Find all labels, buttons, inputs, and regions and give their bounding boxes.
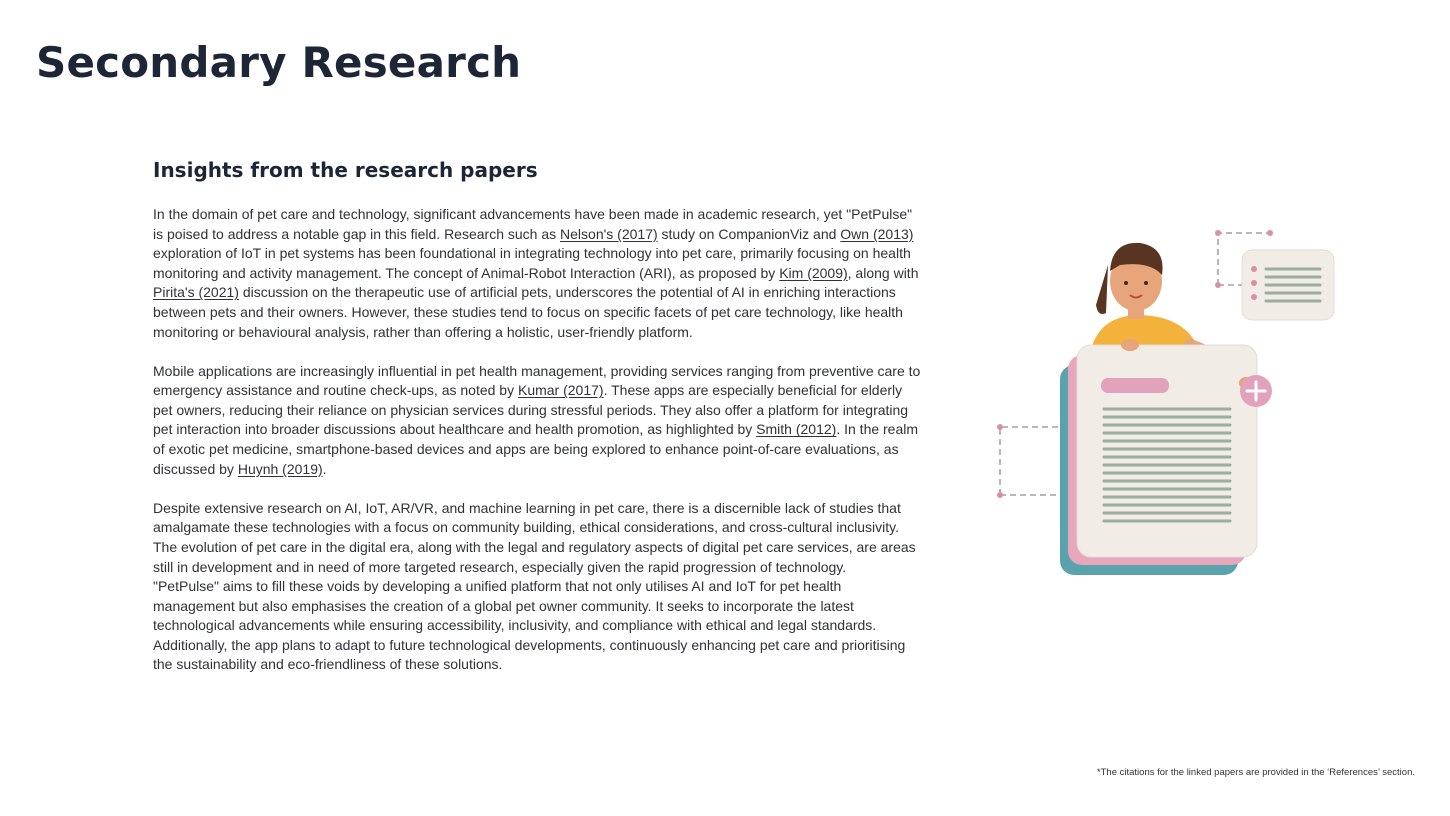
citation-link[interactable]: Pirita's (2021) (153, 284, 239, 301)
research-insights-section (153, 158, 923, 695)
plus-badge-icon (1240, 375, 1272, 407)
paragraph-text: . These apps are especially beneficial for elderly pet owners, reducing their reliance on physician services during stressful periods. They also offer a platform for integrating pet interaction into broader discussions about healthcare and health promotion, as highlighted by (153, 382, 909, 438)
paragraph-text: . In the realm of exotic pet medicine, smartphone-based devices and apps are being explored to enhance point-of-care evaluations, as discussed by (153, 421, 919, 477)
paragraph-research-gaps (153, 499, 923, 675)
paragraph-mobile-apps (153, 362, 923, 480)
citations-footnote: *The citations for the linked papers are provided in the ‘References’ section. (1096, 767, 1415, 778)
paragraph-prior-research (153, 205, 923, 342)
paragraph-text: discussion on the therapeutic use of artificial pets, underscores the potential of AI in enriching interactions between pets and their owners. However, these studies tend to focus on specific facets of pet care technology, like health monitoring or behavioural analysis, rather than offering a holistic, user-friendly platform. (153, 284, 903, 340)
citation-link[interactable]: Own (2013) (840, 225, 914, 242)
paragraph-text: Despite extensive research on AI, IoT, AR/VR, and machine learning in pet care, there is a discernible lack of studies that amalgamate these technologies with a focus on community building, ethical considerations, and cross-cultural inclusivity. The evolution of pet care in the digital era, along with the legal and regulatory aspects of digital pet care services, are areas still in development and in need of more targeted research, especially given the rapid progression of technology. (153, 499, 916, 575)
citation-link[interactable]: Smith (2012) (756, 421, 837, 438)
paragraph-text: "PetPulse" aims to fill these voids by developing a unified platform that not only utilises AI and IoT for pet health management but also emphasises the creation of a global pet owner community. It seeks to incorporate the latest technological advancements while ensuring accessibility, inclusivity, and compliance with ethical and legal standards. Additionally, the app plans to adapt to future technological developments, continuously enhancing pet care and prioritising the sustainability and eco-friendliness of these solutions. (153, 578, 906, 673)
paragraph-text: exploration of IoT in pet systems has been foundational in integrating technology into pet care, primarily focusing on health monitoring and activity management. The concept of Animal-Robot Interaction (ARI), as proposed by (153, 245, 911, 281)
paragraph-text: study on CompanionViz and (657, 225, 841, 242)
paragraph-text: , along with (847, 264, 919, 281)
person-with-documents-illustration (990, 225, 1350, 585)
dashed-frame-left (1000, 427, 1062, 495)
citation-link[interactable]: Nelson's (2017) (560, 225, 658, 242)
paragraph-text: Mobile applications are increasingly influential in pet health management, providing services ranging from preventive care to emergency assistance and routine check-ups, as noted by (153, 362, 921, 399)
citation-link[interactable]: Huynh (2019) (237, 460, 323, 477)
document-front (1077, 345, 1257, 557)
paragraph-text: In the domain of pet care and technology, significant advancements have been made in academic research, yet "PetPulse" is poised to address a notable gap in this field. Research such as (153, 206, 913, 242)
page-title: Secondary Research (36, 38, 522, 87)
paragraph-text: . (322, 460, 327, 477)
list-card-icon (1242, 250, 1334, 320)
citation-link[interactable]: Kim (2009) (779, 264, 848, 281)
section-heading: Insights from the research papers (153, 158, 538, 182)
citation-link[interactable]: Kumar (2017) (517, 382, 604, 399)
